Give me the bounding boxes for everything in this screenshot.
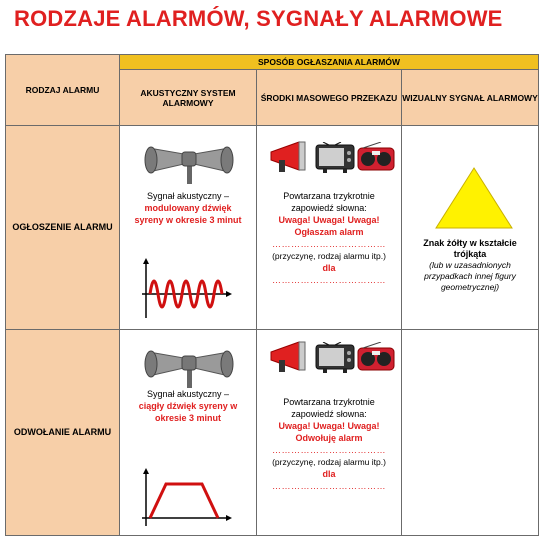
megaphone-icon	[269, 340, 313, 374]
media-dots1-1: ………………………………	[272, 239, 386, 249]
tv-icon	[315, 142, 355, 174]
acoustic-intro-1: Sygnał akustyczny –	[146, 191, 230, 201]
col-header-acoustic: AKUSTYCZNY SYSTEM ALARMOWY	[120, 70, 257, 126]
row-label-cancellation: ODWOŁANIE ALARMU	[6, 330, 120, 536]
siren-icon	[144, 336, 234, 388]
tv-icon	[315, 342, 355, 374]
media-dots1-2: ………………………………	[272, 445, 386, 455]
col-header-alarm-type: RODZAJ ALARMU	[6, 55, 120, 126]
media-red-2: Uwaga! Uwaga! Uwaga! Odwołuję alarm	[278, 421, 380, 443]
trapezoid-signal-icon	[140, 468, 232, 528]
yellow-triangle-icon	[434, 166, 514, 230]
acoustic-red-1: modulowany dźwięk syreny w okresie 3 minut	[134, 203, 242, 225]
media-note-1: (przyczynę, rodzaj alarmu itp.)	[272, 251, 386, 261]
visual-cell-2	[402, 330, 539, 536]
visual-italic: (lub w uzasadnionych przypadkach innej figury geometrycznej)	[424, 260, 516, 292]
media-red-1: Uwaga! Uwaga! Uwaga! Ogłaszam alarm	[278, 215, 380, 237]
media-intro-2: Powtarzana trzykrotnie zapowiedź słowna:	[283, 397, 375, 419]
visual-cell-1	[402, 126, 539, 330]
col-header-media: ŚRODKI MASOWEGO PRZEKAZU	[257, 70, 402, 126]
acoustic-cell-2	[120, 330, 257, 536]
siren-icon	[144, 132, 234, 184]
radio-icon	[357, 342, 395, 372]
media-intro-1: Powtarzana trzykrotnie zapowiedź słowna:	[283, 191, 375, 213]
media-dla-2: dla	[322, 469, 336, 479]
media-cell-2	[257, 330, 402, 536]
megaphone-icon	[269, 140, 313, 174]
modulated-wave-icon	[140, 258, 232, 322]
media-note-2: (przyczynę, rodzaj alarmu itp.)	[272, 457, 386, 467]
acoustic-red-2: ciągły dźwięk syreny w okresie 3 minut	[138, 401, 238, 423]
page-title: RODZAJE ALARMÓW, SYGNAŁY ALARMOWE	[14, 6, 503, 31]
row-label-announcement: OGŁOSZENIE ALARMU	[6, 126, 120, 330]
acoustic-cell-1	[120, 126, 257, 330]
group-header: SPOSÓB OGŁASZANIA ALARMÓW	[120, 55, 539, 70]
media-cell-1	[257, 126, 402, 330]
media-dots2-2: ………………………………	[272, 481, 386, 491]
media-dla-1: dla	[322, 263, 336, 273]
alarm-table	[5, 54, 539, 536]
visual-bold: Znak żółty w kształcie trójkąta	[423, 238, 517, 259]
col-header-visual: WIZUALNY SYGNAŁ ALARMOWY	[402, 70, 539, 126]
media-dots2-1: ………………………………	[272, 275, 386, 285]
radio-icon	[357, 142, 395, 172]
acoustic-intro-2: Sygnał akustyczny –	[146, 389, 230, 399]
